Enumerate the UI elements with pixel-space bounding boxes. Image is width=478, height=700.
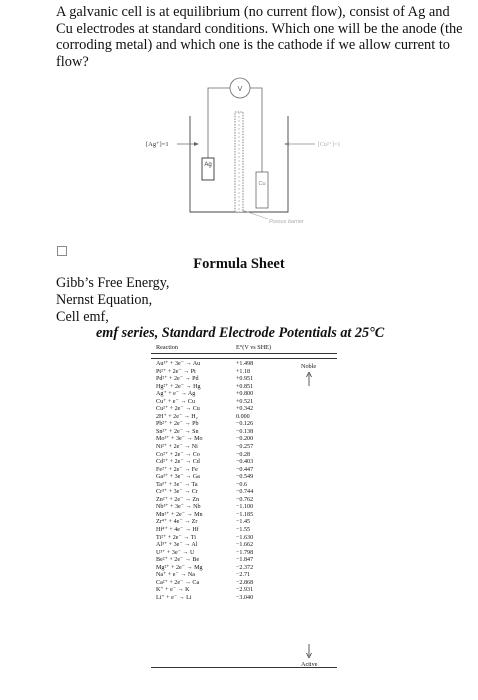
emf-row-potential: −0.257 (236, 444, 254, 451)
emf-row (151, 542, 337, 550)
emf-row-reaction: Cr³⁺ + 3e⁻ → Cr (156, 489, 198, 496)
emf-row (151, 504, 337, 512)
emf-row-potential: −2.868 (236, 579, 254, 586)
emf-row (151, 474, 337, 482)
emf-row-reaction: Ca²⁺ + 2e⁻ → Ca (156, 579, 200, 586)
emf-row-reaction: Li⁺ + e⁻ → Li (156, 594, 192, 601)
emf-row (151, 519, 337, 527)
footer-rule (151, 667, 337, 668)
emf-row-potential: −1.185 (236, 511, 254, 518)
emf-row-potential: +0.851 (236, 383, 254, 390)
noble-arrow-icon (305, 372, 313, 386)
emf-row (151, 436, 337, 444)
silver-electrode-label: Ag (204, 162, 212, 168)
active-label: Active (301, 661, 318, 668)
emf-row-potential: −0.762 (236, 496, 254, 503)
right-wire (250, 88, 262, 172)
emf-row-reaction: Ti²⁺ + 2e⁻ → Ti (156, 534, 196, 541)
active-arrow-icon (305, 644, 313, 658)
emf-row-reaction: Pd²⁺ + 2e⁻ → Pd (156, 376, 199, 383)
emf-row (151, 391, 337, 399)
emf-row-reaction: Mn²⁺ + 2e⁻ → Mn (156, 511, 203, 518)
copper-electrode-label: Cu (258, 181, 266, 187)
emf-row-potential: −3.040 (236, 594, 254, 601)
emf-row-reaction: Nb³⁺ + 3e⁻ → Nb (156, 504, 201, 511)
emf-row-reaction: Hf⁴⁺ + 4e⁻ → Hf (156, 527, 199, 534)
emf-row-potential: −2.71 (236, 572, 251, 579)
galvanic-cell-diagram (140, 72, 350, 227)
emf-row-potential: −1.662 (236, 542, 254, 549)
emf-row (151, 572, 337, 580)
emf-row (151, 527, 337, 535)
emf-row-potential: −1.45 (236, 519, 251, 526)
emf-row (151, 595, 337, 603)
emf-row-potential: −0.6 (236, 481, 248, 488)
emf-row-potential: −1.630 (236, 534, 254, 541)
emf-row-reaction: Na⁺ + e⁻ → Na (156, 572, 195, 579)
question-text: A galvanic cell is at equilibrium (no current flow), consist of Ag and Cu electrodes at standard conditions. Which one will be the anode (the corroding metal) and which one is the cathode if we allow current to flow? (56, 4, 463, 70)
emf-row (151, 444, 337, 452)
emf-series-table (151, 344, 337, 682)
emf-row-potential: −0.28 (236, 451, 251, 458)
emf-row-reaction: Zr⁴⁺ + 4e⁻ → Zr (156, 519, 198, 526)
emf-row-potential: +0.521 (236, 398, 254, 405)
formula-item-emf: Cell emf, (56, 309, 109, 325)
emf-row-potential: +1.498 (236, 361, 254, 367)
emf-row-reaction: Al³⁺ + 3e⁻ → Al (156, 542, 198, 549)
emf-row-reaction: Ga³⁺ + 3e⁻ → Ga (156, 474, 200, 481)
formula-item-nernst: Nernst Equation, (56, 292, 153, 308)
emf-row (151, 459, 337, 467)
emf-row (151, 489, 337, 497)
emf-row-reaction: Sn²⁺ + 2e⁻ → Sn (156, 428, 199, 435)
right-concentration-label: [Cu²⁺]=1 (318, 142, 341, 148)
emf-row-reaction: Pt²⁺ + 2e⁻ → Pt (156, 368, 196, 375)
noble-label: Noble (301, 363, 317, 370)
emf-row-reaction: Pb²⁺ + 2e⁻ → Pb (156, 421, 199, 428)
emf-row-reaction: Cu²⁺ + 2e⁻ → Cu (156, 406, 200, 413)
emf-row-potential: +0.342 (236, 406, 254, 413)
emf-row-potential: −0.744 (236, 489, 254, 496)
emf-row-reaction: K⁺ + e⁻ → K (156, 587, 190, 594)
porous-barrier-label: Porous barrier (269, 219, 304, 225)
emf-row (151, 587, 337, 595)
potential-column-header: E°(V vs SHE) (236, 344, 272, 351)
emf-row-reaction: Hg²⁺ + 2e⁻ → Hg (156, 383, 201, 390)
emf-row-reaction: Be²⁺ + 2e⁻ → Be (156, 557, 200, 564)
emf-row-reaction: Cu⁺ + e⁻ → Cu (156, 398, 195, 405)
emf-row-reaction: Cd²⁺ + 2e⁻ → Cd (156, 459, 200, 466)
emf-row-reaction: Ta³⁺ + 3e⁻ → Ta (156, 481, 198, 488)
left-wire (208, 88, 230, 160)
emf-row (151, 406, 337, 414)
emf-rows (151, 361, 337, 603)
emf-row-potential: −1.100 (236, 504, 254, 511)
emf-row-potential: −0.549 (236, 474, 254, 481)
left-concentration-label: [Ag⁺]=1 (146, 141, 169, 148)
emf-row-reaction: Ni²⁺ + 2e⁻ → Ni (156, 444, 198, 451)
emf-row-potential: −0.200 (236, 436, 254, 443)
emf-row-reaction: Mg²⁺ + 2e⁻ → Mg (156, 564, 203, 571)
emf-row-reaction: Ag⁺ + e⁻ → Ag (156, 391, 196, 398)
emf-row-reaction: 2H⁺ + 2e⁻ → H₂ (156, 413, 198, 420)
emf-row-reaction: Zn²⁺ + 2e⁻ → Zn (156, 496, 200, 503)
emf-row-reaction: Co²⁺ + 2e⁻ → Co (156, 451, 200, 458)
formula-sheet-title: Formula Sheet (193, 256, 285, 272)
emf-row-potential: −2.372 (236, 564, 254, 571)
voltmeter-label: V (237, 86, 243, 93)
emf-row (151, 452, 337, 460)
emf-row-potential: −2.931 (236, 587, 254, 594)
header-rule (151, 353, 337, 354)
reaction-column-header: Reaction (156, 344, 178, 351)
answer-checkbox[interactable] (57, 246, 67, 256)
emf-row-potential: +1.18 (236, 368, 251, 375)
emf-row-reaction: Mo³⁺ + 3e⁻ → Mo (156, 436, 203, 443)
emf-row-potential: −0.403 (236, 459, 254, 466)
emf-row-reaction: Fe²⁺ + 2e⁻ → Fe (156, 466, 198, 473)
emf-row-potential: −0.126 (236, 421, 254, 428)
emf-series-title: emf series, Standard Electrode Potentials at 25°C (96, 325, 385, 341)
emf-row (151, 535, 337, 543)
emf-row-potential: +0.951 (236, 376, 254, 383)
emf-row-potential: −1.55 (236, 527, 251, 534)
emf-row-potential: −0.447 (236, 466, 254, 473)
emf-row-potential: −1.847 (236, 557, 254, 564)
emf-row-reaction: Au³⁺ + 3e⁻ → Au (156, 361, 201, 367)
formula-item-gibbs: Gibb’s Free Energy, (56, 275, 170, 291)
emf-row-potential: 0.000 (236, 413, 250, 420)
header-rule-lower (151, 358, 337, 359)
emf-row-reaction: U³⁺ + 3e⁻ → U (156, 549, 195, 556)
emf-row-potential: +0.800 (236, 391, 254, 398)
copper-electrode (256, 172, 268, 208)
emf-row-potential: −0.138 (236, 428, 254, 435)
emf-row (151, 421, 337, 429)
emf-row-potential: −1.798 (236, 549, 254, 556)
emf-row (151, 557, 337, 565)
